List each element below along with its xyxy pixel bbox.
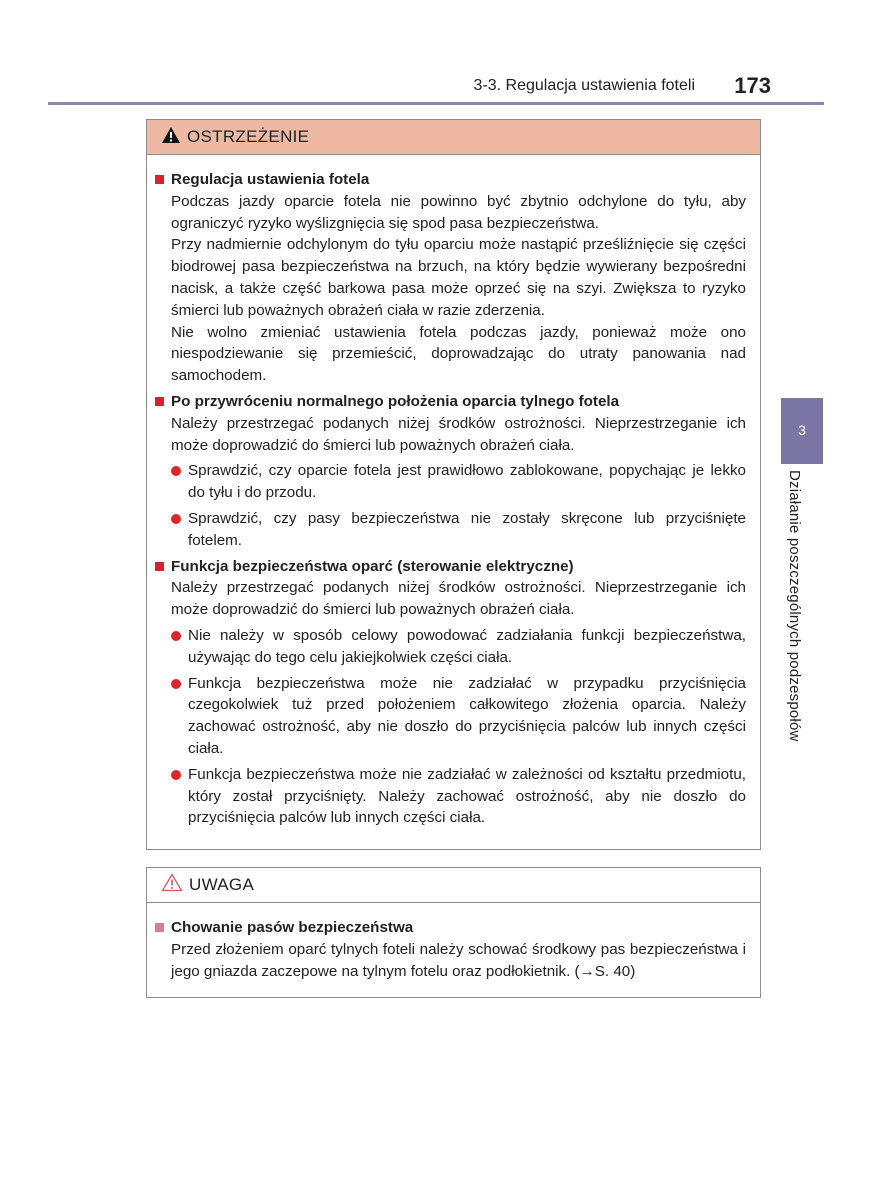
section-heading-text: Regulacja ustawienia fotela (171, 171, 370, 188)
pink-square-icon (155, 923, 164, 932)
red-dot-icon (171, 770, 181, 780)
red-square-icon (155, 175, 164, 184)
section-heading-text: Funkcja bezpieczeństwa oparć (sterowanie elektryczne) (171, 557, 574, 575)
caution-box (146, 867, 761, 998)
section-heading (155, 556, 746, 578)
red-square-icon (155, 562, 164, 571)
caution-triangle-icon (161, 873, 183, 897)
warning-header (147, 120, 760, 155)
warning-triangle-icon (161, 126, 181, 149)
page-number: 173 (734, 73, 771, 98)
caution-header (147, 868, 760, 903)
section-heading-text: Chowanie pasów bezpieczeństwa (171, 919, 414, 936)
red-dot-icon (171, 679, 181, 689)
paragraph: Należy przestrzegać podanych niżej środków ostrożności. Nieprzestrzeganie ich może doprowadzić do śmierci lub poważnych obrażeń ciała. (171, 579, 746, 619)
warning-title: OSTRZEŻENIE (187, 127, 310, 146)
paragraph: Nie wolno zmieniać ustawienia fotela podczas jazdy, ponieważ może ono niespodziewanie się przemieścić, doprowadzając do utraty panowania nad samochodem. (171, 323, 746, 385)
caution-body (147, 903, 760, 982)
header-section-title: 3-3. Regulacja ustawienia foteli (473, 77, 695, 94)
bullet-item (171, 460, 746, 504)
warning-body (147, 155, 760, 829)
paragraph: Należy przestrzegać podanych niżej środków ostrożności. Nieprzestrzeganie ich może doprowadzić do śmierci lub poważnych obrażeń ciała. (171, 414, 746, 454)
red-dot-icon (171, 466, 181, 476)
red-square-icon (155, 397, 164, 406)
bullet-item (171, 625, 746, 669)
paragraph: Przy nadmiernie odchylonym do tyłu oparciu może nastąpić prześliźnięcie się części biodrowej pasa bezpieczeństwa na brzuch, na który będzie wywierany bezpośredni nacisk, a także część barkowa pasa może oprzeć się na szyi. Zwiększa to ryzyko śmierci lub poważnych obrażeń ciała w razie zderzenia. (171, 236, 746, 319)
chapter-number: 3 (798, 422, 806, 438)
bullet-text: Funkcja bezpieczeństwa może nie zadziałać w przypadku przyciśnięcia czegokolwiek tuż przed położeniem całkowitego złożenia oparcia. Należy zachować ostrożność, aby nie doszło do przyciśnięcia palców lub innych części ciała. (188, 674, 746, 757)
bullet-text: Sprawdzić, czy oparcie fotela jest prawidłowo zablokowane, popychając je lekko do tyłu i do przodu. (188, 462, 746, 502)
bullet-text: Funkcja bezpieczeństwa może nie zadziałać w zależności od kształtu przedmiotu, który został przyciśnięty. Należy zachować ostrożność, aby nie doszło do przyciśnięcia palców lub innych części ciała. (188, 765, 746, 827)
warning-box (146, 119, 761, 850)
chapter-tab[interactable] (781, 398, 823, 464)
paragraph: Podczas jazdy oparcie fotela nie powinno być zbytnio odchylone do tyłu, aby ograniczyć ryzyko wyślizgnięcia się spod pasa bezpieczeństwa. (171, 192, 746, 232)
bullet-item (171, 673, 746, 760)
section-heading (155, 391, 746, 413)
bullet-item (171, 508, 746, 552)
paragraph: Przed złożeniem oparć tylnych foteli należy schować środkowy pas bezpieczeństwa i jego gniazda zaczepowe na tylnym fotelu oraz podłokietnik. (→S. 40) (171, 940, 746, 980)
section-heading-text: Po przywróceniu normalnego położenia oparcia tylnego fotela (171, 392, 620, 410)
bullet-text: Nie należy w sposób celowy powodować zadziałania funkcji bezpieczeństwa, używając do tego celu jakiejkolwiek części ciała. (188, 626, 746, 666)
chapter-title-vertical: Działanie poszczególnych podzespołów (786, 470, 803, 742)
section-heading (155, 169, 746, 191)
header-rule (48, 102, 824, 105)
section-heading (155, 917, 746, 939)
red-dot-icon (171, 514, 181, 524)
red-dot-icon (171, 631, 181, 641)
caution-title: UWAGA (189, 875, 255, 894)
bullet-item (171, 764, 746, 829)
bullet-text: Sprawdzić, czy pasy bezpieczeństwa nie zostały skręcone lub przyciśnięte fotelem. (188, 509, 746, 549)
